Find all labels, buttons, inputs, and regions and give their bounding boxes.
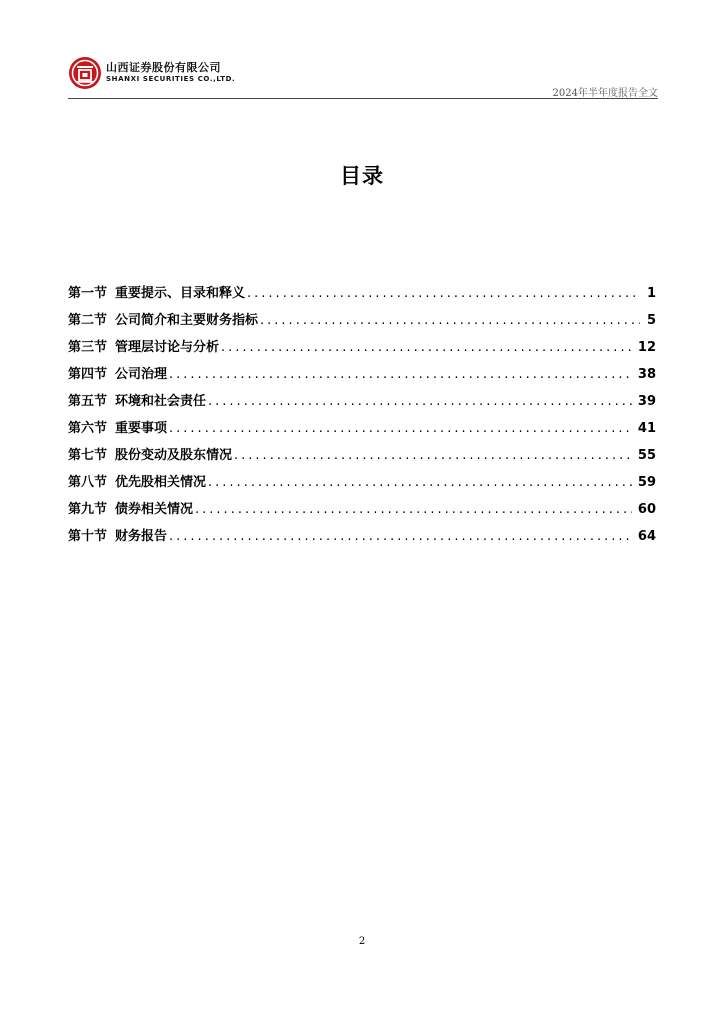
header-divider xyxy=(68,98,658,99)
toc-section-title: 股份变动及股东情况 xyxy=(115,448,233,463)
toc-section-title: 重要事项 xyxy=(115,421,168,436)
toc-dot-leader xyxy=(195,496,632,523)
toc-dot-leader xyxy=(247,280,640,307)
toc-entry-7[interactable] xyxy=(68,442,656,469)
toc-dot-leader xyxy=(208,469,632,496)
company-name-cn: 山西证券股份有限公司 xyxy=(106,61,221,74)
toc-page-number: 59 xyxy=(637,475,656,490)
toc-entry-9[interactable] xyxy=(68,496,656,523)
toc-dot-leader xyxy=(234,442,632,469)
toc-page-number: 5 xyxy=(646,313,656,328)
toc-dot-leader xyxy=(169,415,632,442)
toc-section-label: 第二节 xyxy=(68,313,108,328)
shanxi-securities-logo-icon xyxy=(68,56,102,90)
toc-dot-leader xyxy=(169,523,632,550)
toc-page-number: 39 xyxy=(637,394,656,409)
toc-entry-2[interactable] xyxy=(68,307,656,334)
toc-page-number: 1 xyxy=(646,286,656,301)
toc-section-label: 第七节 xyxy=(68,448,108,463)
toc-heading: 目录 xyxy=(340,164,384,188)
toc-section-label: 第九节 xyxy=(68,502,108,517)
toc-section-label: 第八节 xyxy=(68,475,108,490)
toc-entry-8[interactable] xyxy=(68,469,656,496)
toc-page-number: 60 xyxy=(637,502,656,517)
toc-dot-leader xyxy=(221,334,632,361)
toc-entry-6[interactable] xyxy=(68,415,656,442)
toc-section-title: 公司治理 xyxy=(115,367,168,382)
toc-page-number: 41 xyxy=(637,421,656,436)
toc-entry-5[interactable] xyxy=(68,388,656,415)
toc-dot-leader xyxy=(169,361,632,388)
toc-page-number: 64 xyxy=(637,529,656,544)
toc-entry-4[interactable] xyxy=(68,361,656,388)
toc-entry-1[interactable] xyxy=(68,280,656,307)
toc-dot-leader xyxy=(260,307,640,334)
table-of-contents xyxy=(68,280,656,550)
toc-page-number: 38 xyxy=(637,367,656,382)
toc-section-label: 第六节 xyxy=(68,421,108,436)
toc-section-label: 第三节 xyxy=(68,340,108,355)
toc-section-title: 重要提示、目录和释义 xyxy=(115,286,246,301)
toc-entry-3[interactable] xyxy=(68,334,656,361)
toc-section-label: 第一节 xyxy=(68,286,108,301)
page-number: 2 xyxy=(358,936,366,947)
toc-section-title: 环境和社会责任 xyxy=(115,394,207,409)
toc-section-title: 管理层讨论与分析 xyxy=(115,340,220,355)
toc-page-number: 12 xyxy=(637,340,656,355)
toc-dot-leader xyxy=(208,388,632,415)
toc-section-title: 债券相关情况 xyxy=(115,502,194,517)
toc-section-label: 第十节 xyxy=(68,529,108,544)
page-header xyxy=(68,52,658,100)
toc-section-title: 优先股相关情况 xyxy=(115,475,207,490)
toc-section-label: 第五节 xyxy=(68,394,108,409)
toc-section-title: 财务报告 xyxy=(115,529,168,544)
document-title: 2024年半年度报告全文 xyxy=(552,88,658,99)
toc-entry-10[interactable] xyxy=(68,523,656,550)
toc-section-title: 公司简介和主要财务指标 xyxy=(115,313,259,328)
toc-page-number: 55 xyxy=(637,448,656,463)
toc-section-label: 第四节 xyxy=(68,367,108,382)
company-name-en: SHANXI SECURITIES CO.,LTD. xyxy=(106,75,236,83)
